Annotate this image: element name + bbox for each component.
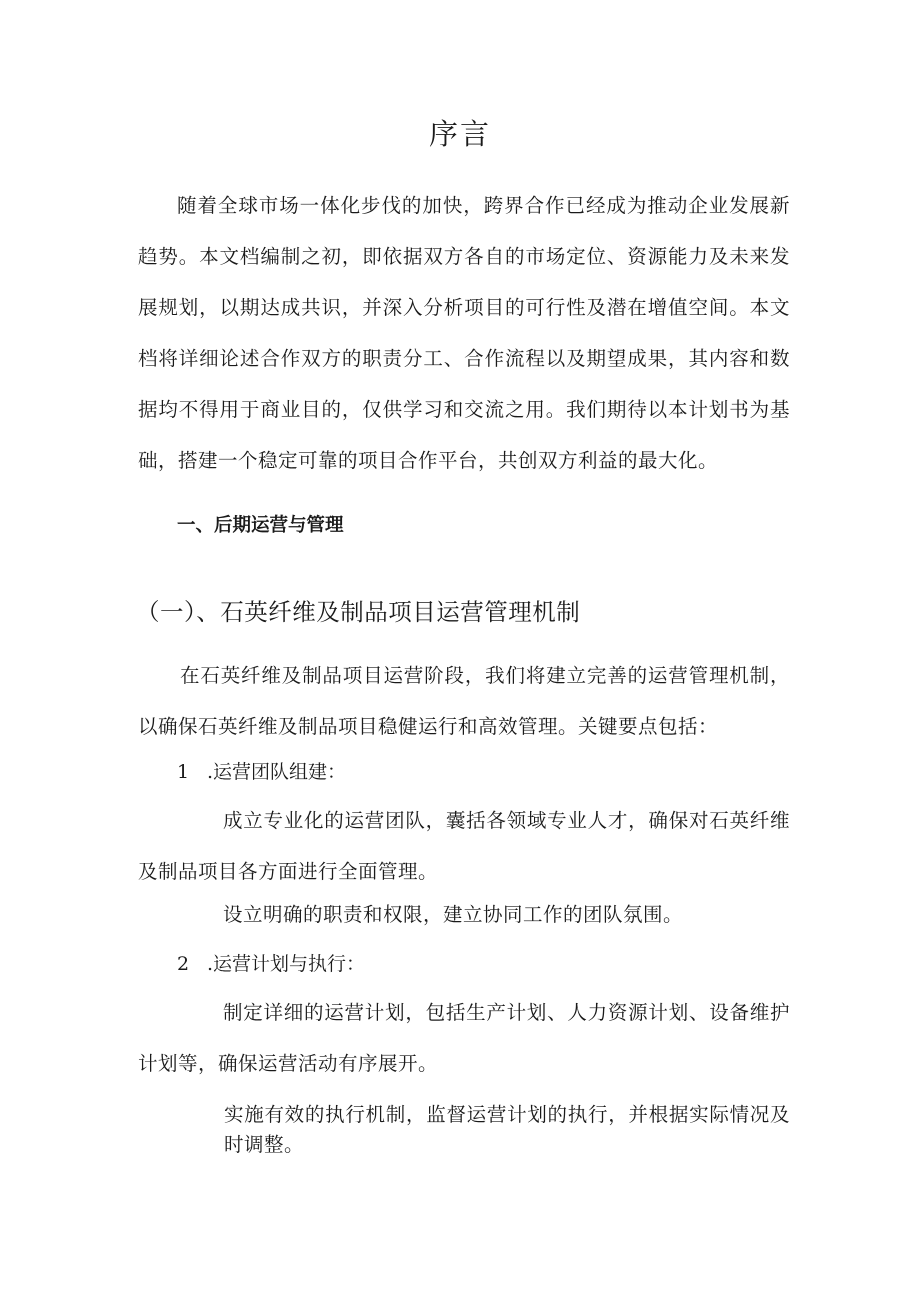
list-item-point: 实施有效的执行机制，监督运营计划的执行，并根据实际情况及时调整。 — [224, 1103, 790, 1156]
list-item-label: .运营团队组建： — [207, 761, 347, 783]
section-heading: 一、后期运营与管理 — [177, 515, 344, 536]
list-item-heading — [177, 948, 365, 980]
list-item-point: 成立专业化的运营团队，囊括各领域专业人才，确保对石英纤维及制品项目各方面进行全面管理。 — [138, 809, 790, 883]
list-item-heading — [177, 756, 346, 788]
subsection-intro-paragraph: 在石英纤维及制品项目运营阶段，我们将建立完善的运营管理机制，以确保石英纤维及制品项目稳健运行和高效管理。关键要点包括： — [138, 664, 790, 738]
list-item-point: 制定详细的运营计划，包括生产计划、人力资源计划、设备维护计划等，确保运营活动有序展开。 — [138, 1001, 790, 1075]
list-item-label: .运营计划与执行： — [207, 953, 366, 975]
list-item-number: 2 — [177, 953, 190, 975]
list-item-point: 设立明确的职责和权限，建立协同工作的团队氛围。 — [223, 903, 684, 926]
intro-paragraph: 随着全球市场一体化步伐的加快，跨界合作已经成为推动企业发展新趋势。本文档编制之初，即依据双方各自的市场定位、资源能力及未来发展规划，以期达成共识，并深入分析项目的可行性及潜在增值空间。本文档将详细论述合作双方的职责分工、合作流程以及期望成果，其内容和数据均不得用于商业目的，仅供学习和交流之用。我们期待以本计划书为基础，搭建一个稳定可靠的项目合作平台，共创双方利益的最大化。 — [138, 194, 790, 472]
page-title: 序言 — [428, 117, 491, 151]
subsection-heading: （一）、石英纤维及制品项目运营管理机制 — [136, 598, 581, 626]
list-item-number: 1 — [177, 761, 190, 783]
